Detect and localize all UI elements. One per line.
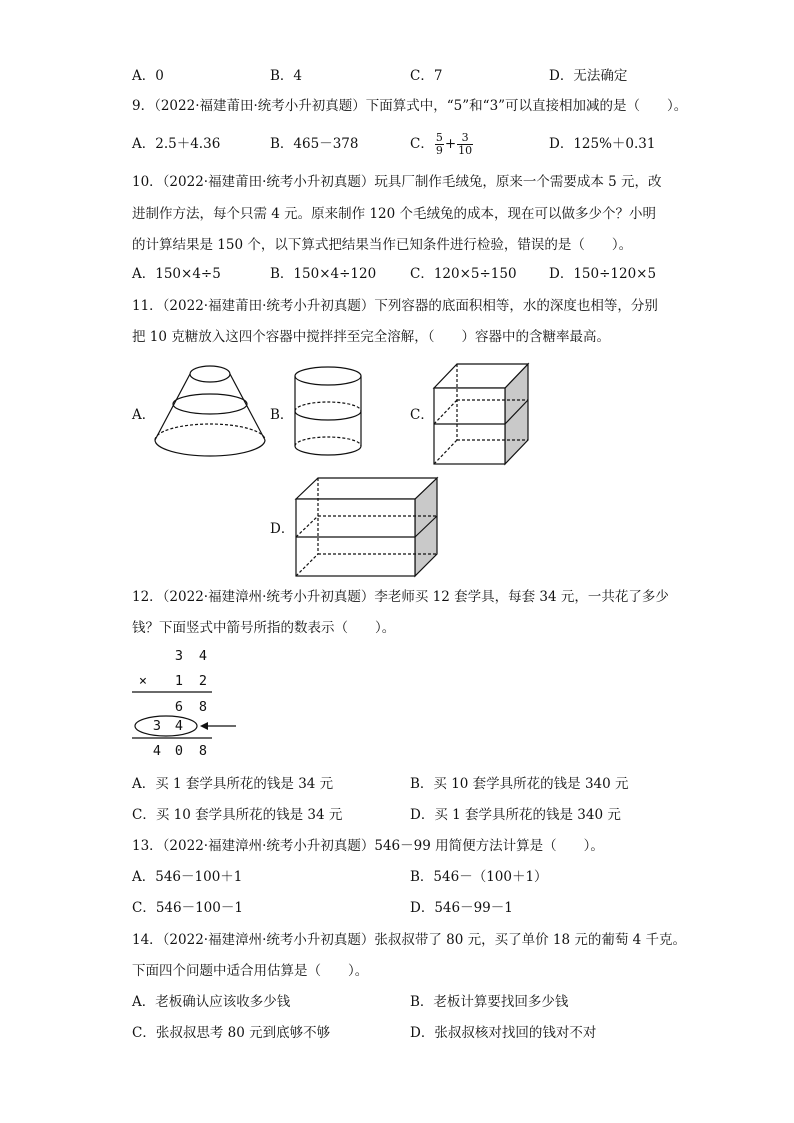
q14-option-d: D．张叔叔核对找回的钱对不对 [410,1025,597,1041]
q14-stem-line-1: 14．（2022·福建漳州·统考小升初真题）张叔叔带了 80 元，买了单价 18 元的葡萄 4 千克。 [132,932,687,948]
q8-option-c: C．7 [410,68,443,84]
fraction-3-10: $\frac{3}{10}$ [458,131,473,157]
q9-option-a: A．2.5＋4.36 [132,136,221,152]
q9-option-c-prefix: C． [410,136,434,152]
cylinder-container-figure [294,366,364,461]
q10-stem-line-2: 进制作方法，每个只需 4 元。原来制作 120 个毛绒兔的成本，现在可以做多少个？小明 [132,206,657,222]
q9-stem: 9．（2022·福建莆田·统考小升初真题）下面算式中，“5”和“3”可以直接相加减的是（ ）。 [132,98,688,114]
q9-option-d: D．125%＋0.31 [549,136,656,152]
frustum-container-figure [150,362,270,462]
calc-digit: 4 [152,743,162,759]
q10-option-d: D．150÷120×5 [549,266,657,282]
q12-option-d: D．买 1 套学具所花的钱是 340 元 [410,807,621,823]
q14-option-b: B．老板计算要找回多少钱 [410,994,569,1010]
q14-stem-line-2: 下面四个问题中适合用估算是（ ）。 [132,963,369,979]
q13-option-a: A．546－100＋1 [132,869,243,885]
cube-container-figure [432,360,532,470]
q10-option-b: B．150×4÷120 [270,266,377,282]
fraction-5-9: $\frac{5}{9}$ [435,131,443,157]
q10-option-c: C．120×5÷150 [410,266,517,282]
times-sign: × [138,673,148,689]
q12-stem-line-1: 12．（2022·福建漳州·统考小升初真题）李老师买 12 套学具，每套 34 元，一共花了多少 [132,589,669,605]
calc-digit: 2 [198,673,208,689]
cuboid-container-figure [295,477,445,582]
plus-sign: + [444,136,457,152]
calc-digit: 8 [198,699,208,715]
q11-label-d: D． [270,521,295,537]
q12-stem-line-2: 钱？下面竖式中箭号所指的数表示（ ）。 [132,620,396,636]
q11-label-a: A． [132,407,156,423]
q11-stem-line-2: 把 10 克糖放入这四个容器中搅拌拌至完全溶解，（ ）容器中的含糖率最高。 [132,329,611,345]
q10-stem-line-1: 10．（2022·福建莆田·统考小升初真题）玩具厂制作毛绒兔，原来一个需要成本 5 元，改 [132,174,662,190]
q12-option-c: C．买 10 套学具所花的钱是 34 元 [132,807,343,823]
q14-option-a: A．老板确认应该收多少钱 [132,994,291,1010]
q14-option-c: C．张叔叔思考 80 元到底够不够 [132,1025,331,1041]
calc-digit: 3 [152,718,162,734]
q13-option-d: D．546－99－1 [410,900,513,916]
q12-option-b: B．买 10 套学具所花的钱是 340 元 [410,776,629,792]
q12-option-a: A．买 1 套学具所花的钱是 34 元 [132,776,334,792]
q11-label-c: C． [410,407,434,423]
calc-digit: 8 [198,743,208,759]
calc-digit: 6 [174,699,184,715]
calc-digit: 1 [174,673,184,689]
arrow-left-icon [200,722,208,730]
q11-stem-line-1: 11．（2022·福建莆田·统考小升初真题）下列容器的底面积相等，水的深度也相等，分别 [132,298,658,314]
q9-option-b: B．465－378 [270,136,359,152]
q13-stem: 13．（2022·福建漳州·统考小升初真题）546－99 用简便方法计算是（ ）。 [132,838,604,854]
calc-lines-and-arrow [132,648,272,763]
calc-digit: 0 [174,743,184,759]
q13-option-c: C．546－100－1 [132,900,243,916]
q8-option-a: A．0 [132,68,164,84]
calc-digit: 4 [174,718,184,734]
q9-option-c [410,126,474,162]
q8-option-d: D．无法确定 [549,68,628,84]
calc-digit: 4 [198,648,208,664]
q8-option-b: B．4 [270,68,303,84]
q11-label-b: B． [270,407,294,423]
q10-stem-line-3: 的计算结果是 150 个，以下算式把结果当作已知条件进行检验，错误的是（ ）。 [132,237,633,253]
q13-option-b: B．546－（100＋1） [410,869,548,885]
q10-option-a: A．150×4÷5 [132,266,221,282]
calc-digit: 3 [174,648,184,664]
